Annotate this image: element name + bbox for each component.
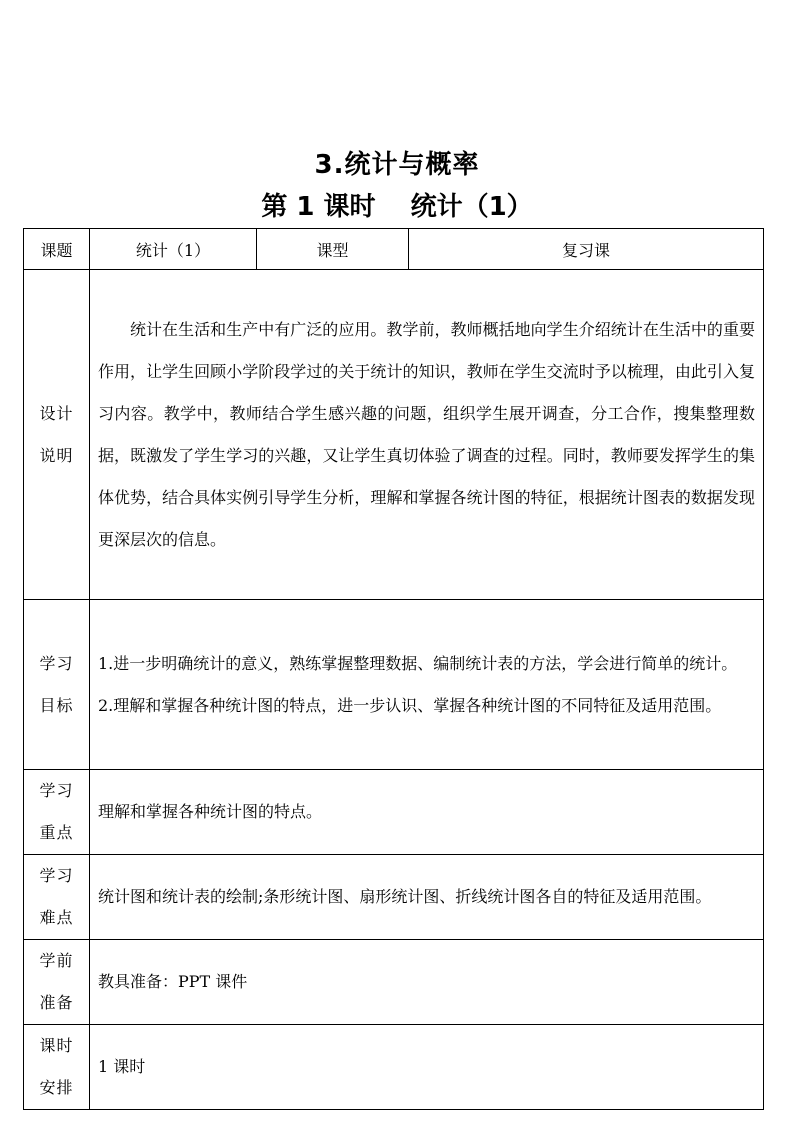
prep-label-line-1: 学前 (39, 951, 74, 970)
type-label: 课型 (257, 229, 409, 270)
prep-label (24, 940, 90, 1025)
schedule-row (24, 1025, 764, 1110)
key-text: 理解和掌握各种统计图的特点。 (90, 770, 764, 855)
prep-row (24, 940, 764, 1025)
goals-label (24, 600, 90, 770)
difficulty-row (24, 855, 764, 940)
design-label-line-1: 设计 (39, 403, 74, 423)
header-row (24, 229, 764, 270)
topic-label: 课题 (24, 229, 90, 270)
key-label-line-1: 学习 (39, 781, 74, 800)
difficulty-label-line-2: 难点 (39, 908, 74, 927)
document-title: 3.统计与概率 (314, 150, 480, 180)
type-value: 复习课 (409, 229, 764, 270)
key-label (24, 770, 90, 855)
lesson-subtitle: 第 1 课时 统计（1） (261, 192, 533, 222)
goal-item-1: 1.进一步明确统计的意义，熟练掌握整理数据、编制统计表的方法，学会进行简单的统计。 (98, 653, 738, 673)
key-label-line-2: 重点 (39, 823, 74, 842)
schedule-label-line-1: 课时 (39, 1036, 74, 1055)
schedule-label (24, 1025, 90, 1110)
goals-label-line-2: 目标 (39, 695, 74, 715)
difficulty-label-line-1: 学习 (39, 866, 74, 885)
difficulty-label (24, 855, 90, 940)
prep-label-line-2: 准备 (39, 993, 74, 1012)
design-text: 统计在生活和生产中有广泛的应用。教学前，教师概括地向学生介绍统计在生活中的重要作用，让学生回顾小学阶段学过的关于统计的知识，教师在学生交流时予以梳理，由此引入复习内容。教学中，教师结合学生感兴趣的问题，组织学生展开调查，分工合作，搜集整理数据，既激发了学生学习的兴趣，又让学生真切体验了调查的过程。同时，教师要发挥学生的集体优势，结合具体实例引导学生分析，理解和掌握各统计图的特征，根据统计图表的数据发现更深层次的信息。 (90, 270, 764, 600)
design-label-line-2: 说明 (39, 445, 74, 465)
key-row (24, 770, 764, 855)
goals-row (24, 600, 764, 770)
schedule-text: 1 课时 (90, 1025, 764, 1110)
lesson-plan-table (23, 228, 764, 1110)
schedule-label-line-2: 安排 (39, 1078, 74, 1097)
difficulty-text: 统计图和统计表的绘制;条形统计图、扇形统计图、折线统计图各自的特征及适用范围。 (90, 855, 764, 940)
design-row (24, 270, 764, 600)
prep-text: 教具准备：PPT 课件 (90, 940, 764, 1025)
goals-text (90, 600, 764, 770)
design-label (24, 270, 90, 600)
goal-item-2: 2.理解和掌握各种统计图的特点，进一步认识、掌握各种统计图的不同特征及适用范围。 (98, 695, 722, 715)
topic-value: 统计（1） (90, 229, 257, 270)
goals-label-line-1: 学习 (39, 653, 74, 673)
